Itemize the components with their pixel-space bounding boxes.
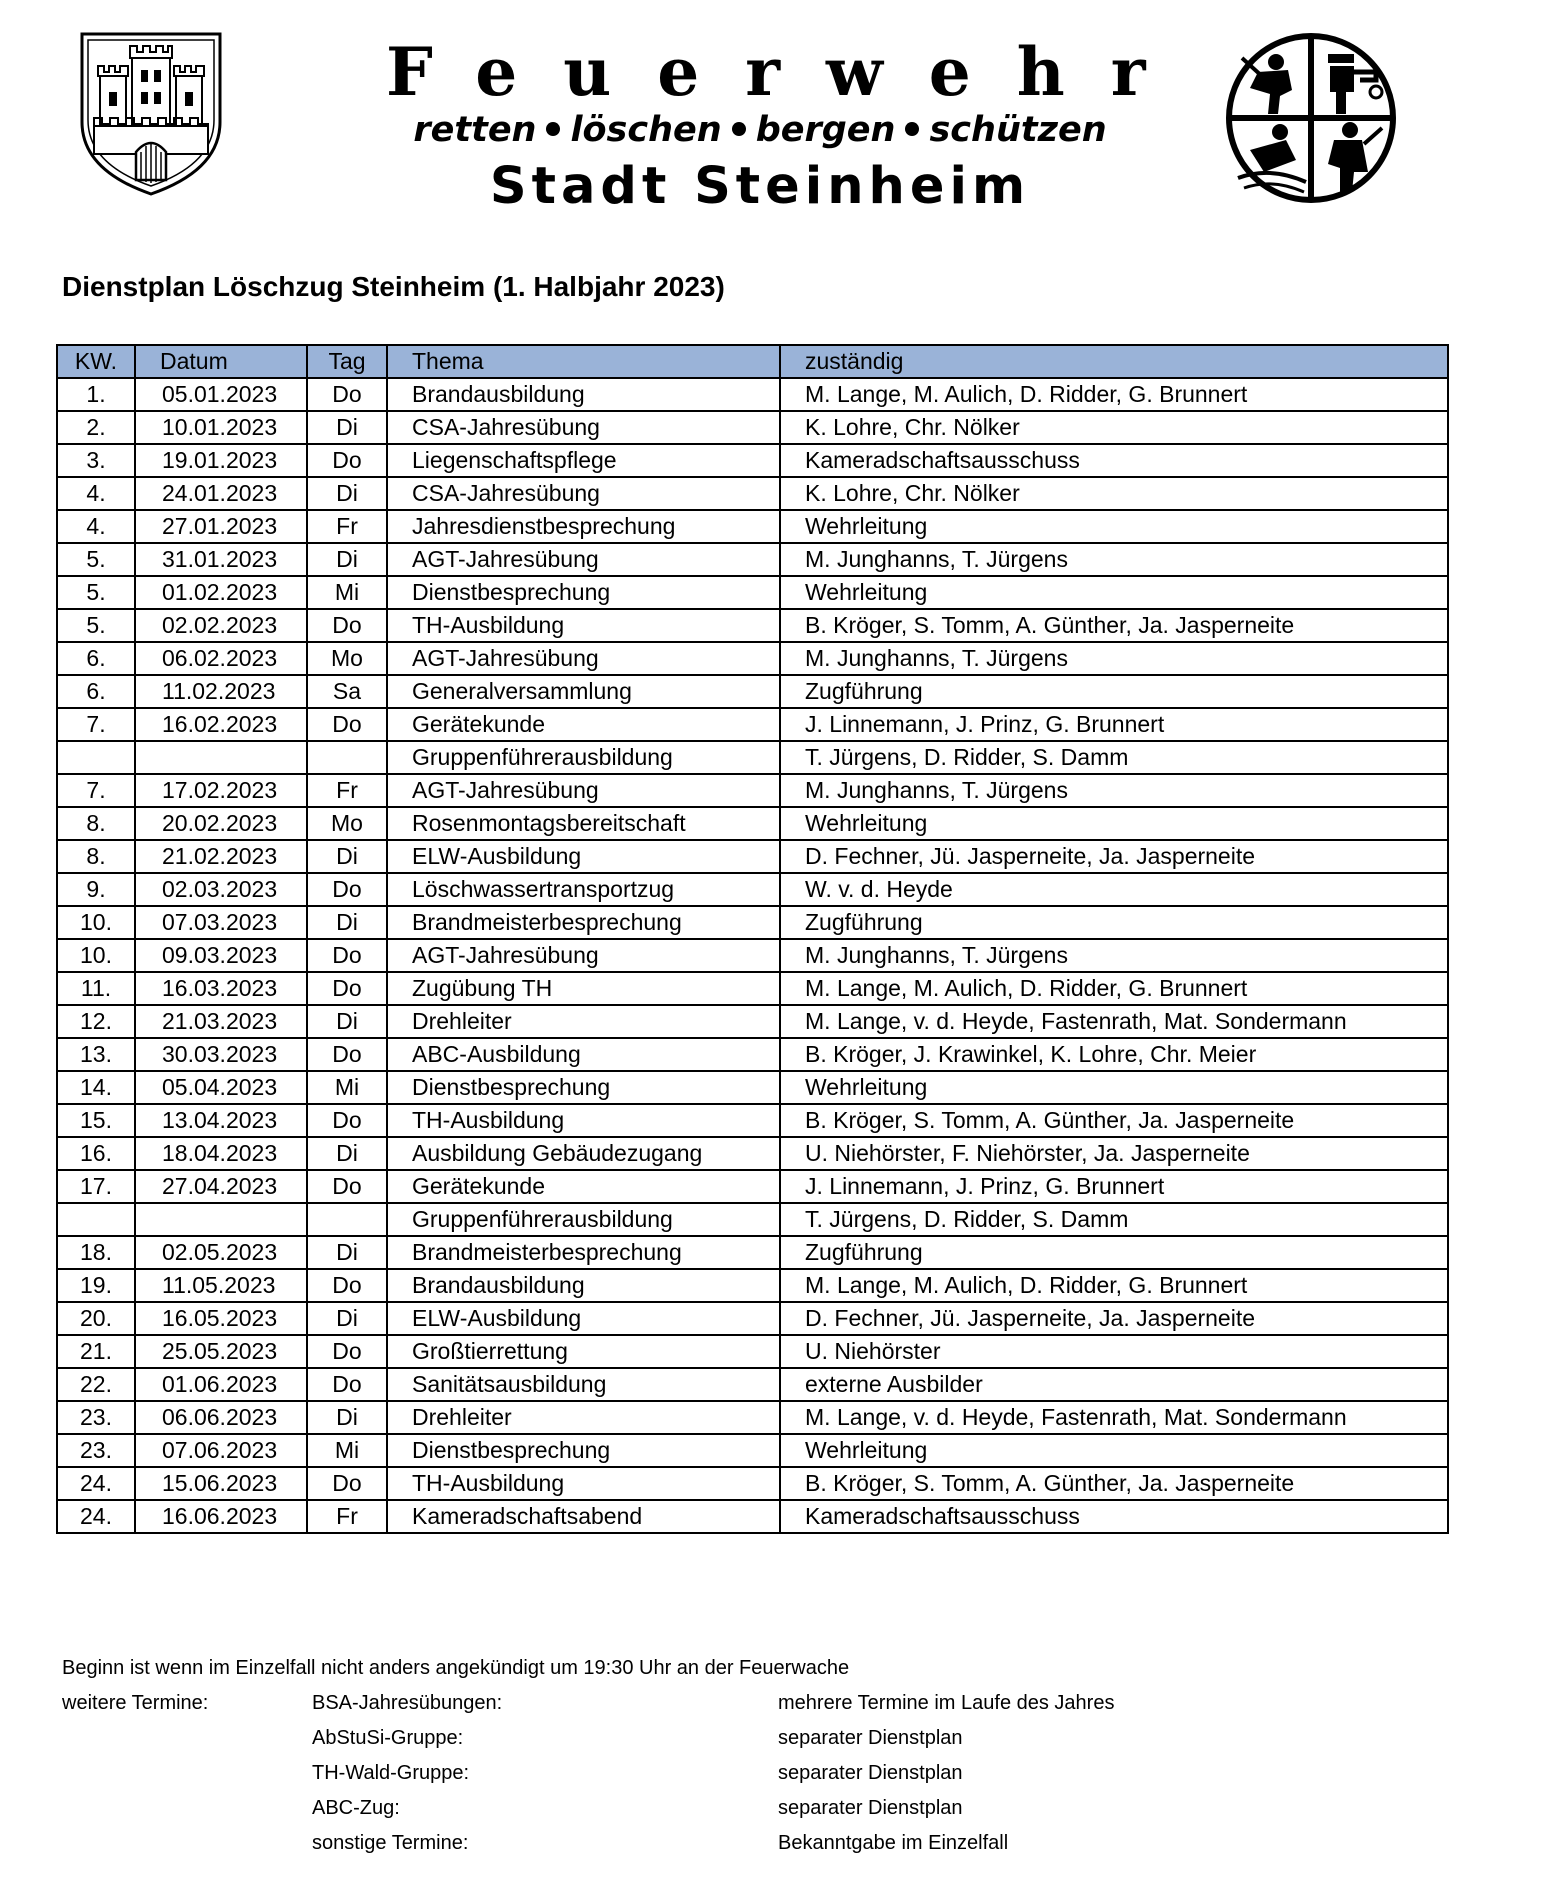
cell-responsible: Wehrleitung [780,1071,1448,1104]
cell-kw: 4. [57,477,135,510]
cell-responsible: T. Jürgens, D. Ridder, S. Damm [780,741,1448,774]
cell-kw: 7. [57,708,135,741]
cell-topic: CSA-Jahresübung [387,411,780,444]
cell-topic: ABC-Ausbildung [387,1038,780,1071]
table-header-row [57,345,1448,378]
cell-responsible: B. Kröger, S. Tomm, A. Günther, Ja. Jasperneite [780,609,1448,642]
cell-date: 21.03.2023 [135,1005,307,1038]
column-header-responsible: zuständig [780,345,1448,378]
firefighter-emblem-logo [1220,32,1402,204]
cell-date: 16.05.2023 [135,1302,307,1335]
table-row [57,807,1448,840]
cell-responsible: B. Kröger, J. Krawinkel, K. Lohre, Chr. Meier [780,1038,1448,1071]
cell-date: 30.03.2023 [135,1038,307,1071]
extra-item-value: separater Dienstplan [778,1797,963,1819]
brand-city: Stadt Steinheim [489,157,1031,216]
cell-topic: Dienstbesprechung [387,1434,780,1467]
table-row [57,1236,1448,1269]
cell-kw: 24. [57,1500,135,1533]
cell-day: Fr [307,1500,387,1533]
column-header-date: Datum [135,345,307,378]
cell-day: Di [307,906,387,939]
cell-kw: 18. [57,1236,135,1269]
cell-date: 05.04.2023 [135,1071,307,1104]
cell-kw: 24. [57,1467,135,1500]
extra-item-label: TH-Wald-Gruppe: [312,1762,470,1784]
cell-date: 06.06.2023 [135,1401,307,1434]
cell-topic: Brandausbildung [387,378,780,411]
cell-day: Di [307,1005,387,1038]
cell-date: 11.05.2023 [135,1269,307,1302]
cell-date: 07.06.2023 [135,1434,307,1467]
cell-kw: 20. [57,1302,135,1335]
cell-date: 31.01.2023 [135,543,307,576]
cell-responsible: K. Lohre, Chr. Nölker [780,477,1448,510]
cell-date: 02.03.2023 [135,873,307,906]
cell-topic: Generalversammlung [387,675,780,708]
cell-day: Do [307,873,387,906]
cell-day: Di [307,411,387,444]
table-row [57,543,1448,576]
cell-kw: 13. [57,1038,135,1071]
extra-item-label: sonstige Termine: [312,1832,469,1854]
cell-topic: Dienstbesprechung [387,576,780,609]
cell-topic: CSA-Jahresübung [387,477,780,510]
table-row [57,1500,1448,1533]
cell-topic: AGT-Jahresübung [387,642,780,675]
cell-topic: Gruppenführerausbildung [387,741,780,774]
cell-date: 05.01.2023 [135,378,307,411]
table-row [57,873,1448,906]
cell-day: Do [307,1170,387,1203]
cell-date: 16.02.2023 [135,708,307,741]
cell-kw: 12. [57,1005,135,1038]
cell-day: Di [307,543,387,576]
cell-date: 19.01.2023 [135,444,307,477]
cell-topic: Brandmeisterbesprechung [387,1236,780,1269]
cell-day: Do [307,939,387,972]
cell-date: 25.05.2023 [135,1335,307,1368]
cell-responsible: Zugführung [780,906,1448,939]
cell-kw [57,1203,135,1236]
table-row [57,675,1448,708]
cell-responsible: M. Junghanns, T. Jürgens [780,939,1448,972]
cell-responsible: Kameradschaftsausschuss [780,1500,1448,1533]
cell-kw: 6. [57,642,135,675]
cell-topic: Brandausbildung [387,1269,780,1302]
cell-topic: Zugübung TH [387,972,780,1005]
column-header-topic: Thema [387,345,780,378]
cell-topic: TH-Ausbildung [387,1467,780,1500]
schedule-table [56,344,1449,1534]
table-row [57,510,1448,543]
table-row [57,1071,1448,1104]
cell-day: Do [307,972,387,1005]
more-dates-label: weitere Termine: [62,1692,209,1714]
cell-responsible: Zugführung [780,675,1448,708]
cell-kw: 6. [57,675,135,708]
table-row [57,972,1448,1005]
cell-date: 18.04.2023 [135,1137,307,1170]
cell-topic: Drehleiter [387,1401,780,1434]
cell-date: 01.02.2023 [135,576,307,609]
cell-responsible: J. Linnemann, J. Prinz, G. Brunnert [780,1170,1448,1203]
cell-responsible: Wehrleitung [780,807,1448,840]
cell-kw: 2. [57,411,135,444]
cell-topic: Kameradschaftsabend [387,1500,780,1533]
cell-date: 27.01.2023 [135,510,307,543]
cell-topic: ELW-Ausbildung [387,1302,780,1335]
cell-kw: 5. [57,543,135,576]
extra-item-label: ABC-Zug: [312,1797,400,1819]
cell-responsible: M. Junghanns, T. Jürgens [780,774,1448,807]
cell-date: 24.01.2023 [135,477,307,510]
cell-day: Di [307,1401,387,1434]
table-row [57,1170,1448,1203]
cell-date: 27.04.2023 [135,1170,307,1203]
column-header-kw: KW. [57,345,135,378]
cell-day: Di [307,1236,387,1269]
cell-day: Do [307,444,387,477]
cell-date: 17.02.2023 [135,774,307,807]
cell-day: Mi [307,1434,387,1467]
brand-motto [340,108,1180,152]
table-row [57,1335,1448,1368]
table-row [57,774,1448,807]
table-row [57,609,1448,642]
cell-responsible: W. v. d. Heyde [780,873,1448,906]
cell-day: Fr [307,774,387,807]
extra-item-label: AbStuSi-Gruppe: [312,1727,464,1749]
cell-date: 21.02.2023 [135,840,307,873]
cell-responsible: externe Ausbilder [780,1368,1448,1401]
cell-date: 10.01.2023 [135,411,307,444]
cell-day: Mo [307,642,387,675]
cell-responsible: M. Junghanns, T. Jürgens [780,642,1448,675]
cell-day: Di [307,1137,387,1170]
cell-date: 13.04.2023 [135,1104,307,1137]
extra-item-value: Bekanntgabe im Einzelfall [778,1832,1009,1854]
cell-responsible: Wehrleitung [780,1434,1448,1467]
cell-date: 02.05.2023 [135,1236,307,1269]
cell-topic: TH-Ausbildung [387,1104,780,1137]
cell-day: Di [307,477,387,510]
cell-topic: TH-Ausbildung [387,609,780,642]
cell-date [135,1203,307,1236]
bullet-icon [732,122,746,136]
cell-day: Di [307,1302,387,1335]
table-row [57,1137,1448,1170]
cell-kw [57,741,135,774]
cell-kw: 1. [57,378,135,411]
brand-header [340,33,1192,218]
table-row [57,906,1448,939]
cell-responsible: U. Niehörster [780,1335,1448,1368]
cell-responsible: D. Fechner, Jü. Jasperneite, Ja. Jasperneite [780,1302,1448,1335]
cell-kw: 10. [57,939,135,972]
table-row [57,444,1448,477]
cell-day: Do [307,1104,387,1137]
cell-topic: Liegenschaftspflege [387,444,780,477]
cell-day: Do [307,378,387,411]
cell-day: Mi [307,1071,387,1104]
cell-kw: 21. [57,1335,135,1368]
brand-title: Feuerwehr [386,33,1192,111]
cell-day: Do [307,1038,387,1071]
table-row [57,576,1448,609]
cell-day: Do [307,1335,387,1368]
cell-kw: 8. [57,807,135,840]
document-title: Dienstplan Löschzug Steinheim (1. Halbjahr 2023) [62,271,725,302]
cell-day: Do [307,1269,387,1302]
cell-topic: Löschwassertransportzug [387,873,780,906]
extra-item-value: mehrere Termine im Laufe des Jahres [778,1692,1115,1714]
extra-item-label: BSA-Jahresübungen: [312,1692,503,1714]
table-row [57,1368,1448,1401]
table-row [57,741,1448,774]
motto-word: löschen [570,110,722,150]
cell-date: 06.02.2023 [135,642,307,675]
cell-day: Do [307,708,387,741]
cell-date: 15.06.2023 [135,1467,307,1500]
cell-date [135,741,307,774]
table-row [57,477,1448,510]
cell-kw: 22. [57,1368,135,1401]
cell-day: Do [307,1368,387,1401]
cell-day: Do [307,609,387,642]
table-row [57,1434,1448,1467]
cell-date: 20.02.2023 [135,807,307,840]
cell-topic: Gruppenführerausbildung [387,1203,780,1236]
cell-topic: ELW-Ausbildung [387,840,780,873]
cell-date: 02.02.2023 [135,609,307,642]
cell-topic: AGT-Jahresübung [387,543,780,576]
cell-responsible: M. Lange, M. Aulich, D. Ridder, G. Brunnert [780,972,1448,1005]
cell-kw: 10. [57,906,135,939]
cell-date: 16.03.2023 [135,972,307,1005]
cell-responsible: D. Fechner, Jü. Jasperneite, Ja. Jasperneite [780,840,1448,873]
cell-kw: 7. [57,774,135,807]
cell-date: 07.03.2023 [135,906,307,939]
table-row [57,1203,1448,1236]
table-row [57,939,1448,972]
cell-day [307,741,387,774]
motto-word: retten [413,110,537,150]
cell-kw: 16. [57,1137,135,1170]
castle-crest-icon [78,30,224,198]
cell-kw: 15. [57,1104,135,1137]
cell-topic: Ausbildung Gebäudezugang [387,1137,780,1170]
table-row [57,378,1448,411]
cell-topic: Dienstbesprechung [387,1071,780,1104]
cell-kw: 3. [57,444,135,477]
cell-topic: AGT-Jahresübung [387,939,780,972]
cell-responsible: J. Linnemann, J. Prinz, G. Brunnert [780,708,1448,741]
cell-topic: Brandmeisterbesprechung [387,906,780,939]
cell-day: Fr [307,510,387,543]
cell-date: 16.06.2023 [135,1500,307,1533]
cell-day: Do [307,1467,387,1500]
cell-topic: Rosenmontagsbereitschaft [387,807,780,840]
cell-day: Di [307,840,387,873]
cell-responsible: Wehrleitung [780,510,1448,543]
cell-responsible: M. Junghanns, T. Jürgens [780,543,1448,576]
table-row [57,1104,1448,1137]
cell-responsible: U. Niehörster, F. Niehörster, Ja. Jasperneite [780,1137,1448,1170]
cell-responsible: M. Lange, M. Aulich, D. Ridder, G. Brunnert [780,1269,1448,1302]
cell-kw: 11. [57,972,135,1005]
cell-kw: 23. [57,1434,135,1467]
cell-day [307,1203,387,1236]
motto-word: schützen [929,110,1107,150]
table-row [57,1467,1448,1500]
extra-item-value: separater Dienstplan [778,1762,963,1784]
cell-day: Sa [307,675,387,708]
cell-topic: Drehleiter [387,1005,780,1038]
cell-responsible: T. Jürgens, D. Ridder, S. Damm [780,1203,1448,1236]
table-row [57,1005,1448,1038]
table-row [57,1401,1448,1434]
table-row [57,840,1448,873]
table-row [57,1038,1448,1071]
cell-responsible: B. Kröger, S. Tomm, A. Günther, Ja. Jasperneite [780,1467,1448,1500]
cell-date: 01.06.2023 [135,1368,307,1401]
cell-day: Mi [307,576,387,609]
table-row [57,708,1448,741]
cell-day: Mo [307,807,387,840]
schedule-table-body [57,378,1448,1533]
cell-responsible: Wehrleitung [780,576,1448,609]
cell-date: 09.03.2023 [135,939,307,972]
table-row [57,1269,1448,1302]
table-row [57,1302,1448,1335]
column-header-day: Tag [307,345,387,378]
cell-topic: Großtierrettung [387,1335,780,1368]
cell-kw: 8. [57,840,135,873]
cell-kw: 14. [57,1071,135,1104]
cell-kw: 5. [57,576,135,609]
motto-word: bergen [755,110,896,150]
table-row [57,642,1448,675]
cell-date: 11.02.2023 [135,675,307,708]
table-row [57,411,1448,444]
extra-item-value: separater Dienstplan [778,1727,963,1749]
cell-topic: Jahresdienstbesprechung [387,510,780,543]
bullet-icon [546,122,560,136]
cell-kw: 5. [57,609,135,642]
start-time-note: Beginn ist wenn im Einzelfall nicht anders angekündigt um 19:30 Uhr an der Feuerwache [62,1657,850,1679]
bullet-icon [905,122,919,136]
cell-responsible: M. Lange, v. d. Heyde, Fastenrath, Mat. Sondermann [780,1005,1448,1038]
cell-kw: 17. [57,1170,135,1203]
city-crest-logo [78,30,224,198]
cell-responsible: Kameradschaftsausschuss [780,444,1448,477]
cell-responsible: M. Lange, M. Aulich, D. Ridder, G. Brunnert [780,378,1448,411]
cell-kw: 9. [57,873,135,906]
cell-kw: 4. [57,510,135,543]
cell-topic: Gerätekunde [387,1170,780,1203]
cell-responsible: B. Kröger, S. Tomm, A. Günther, Ja. Jasperneite [780,1104,1448,1137]
cell-topic: Sanitätsausbildung [387,1368,780,1401]
cell-kw: 19. [57,1269,135,1302]
cell-kw: 23. [57,1401,135,1434]
cell-topic: AGT-Jahresübung [387,774,780,807]
cell-responsible: M. Lange, v. d. Heyde, Fastenrath, Mat. Sondermann [780,1401,1448,1434]
cell-responsible: Zugführung [780,1236,1448,1269]
cell-topic: Gerätekunde [387,708,780,741]
firefighter-emblem-icon [1220,32,1402,204]
cell-responsible: K. Lohre, Chr. Nölker [780,411,1448,444]
